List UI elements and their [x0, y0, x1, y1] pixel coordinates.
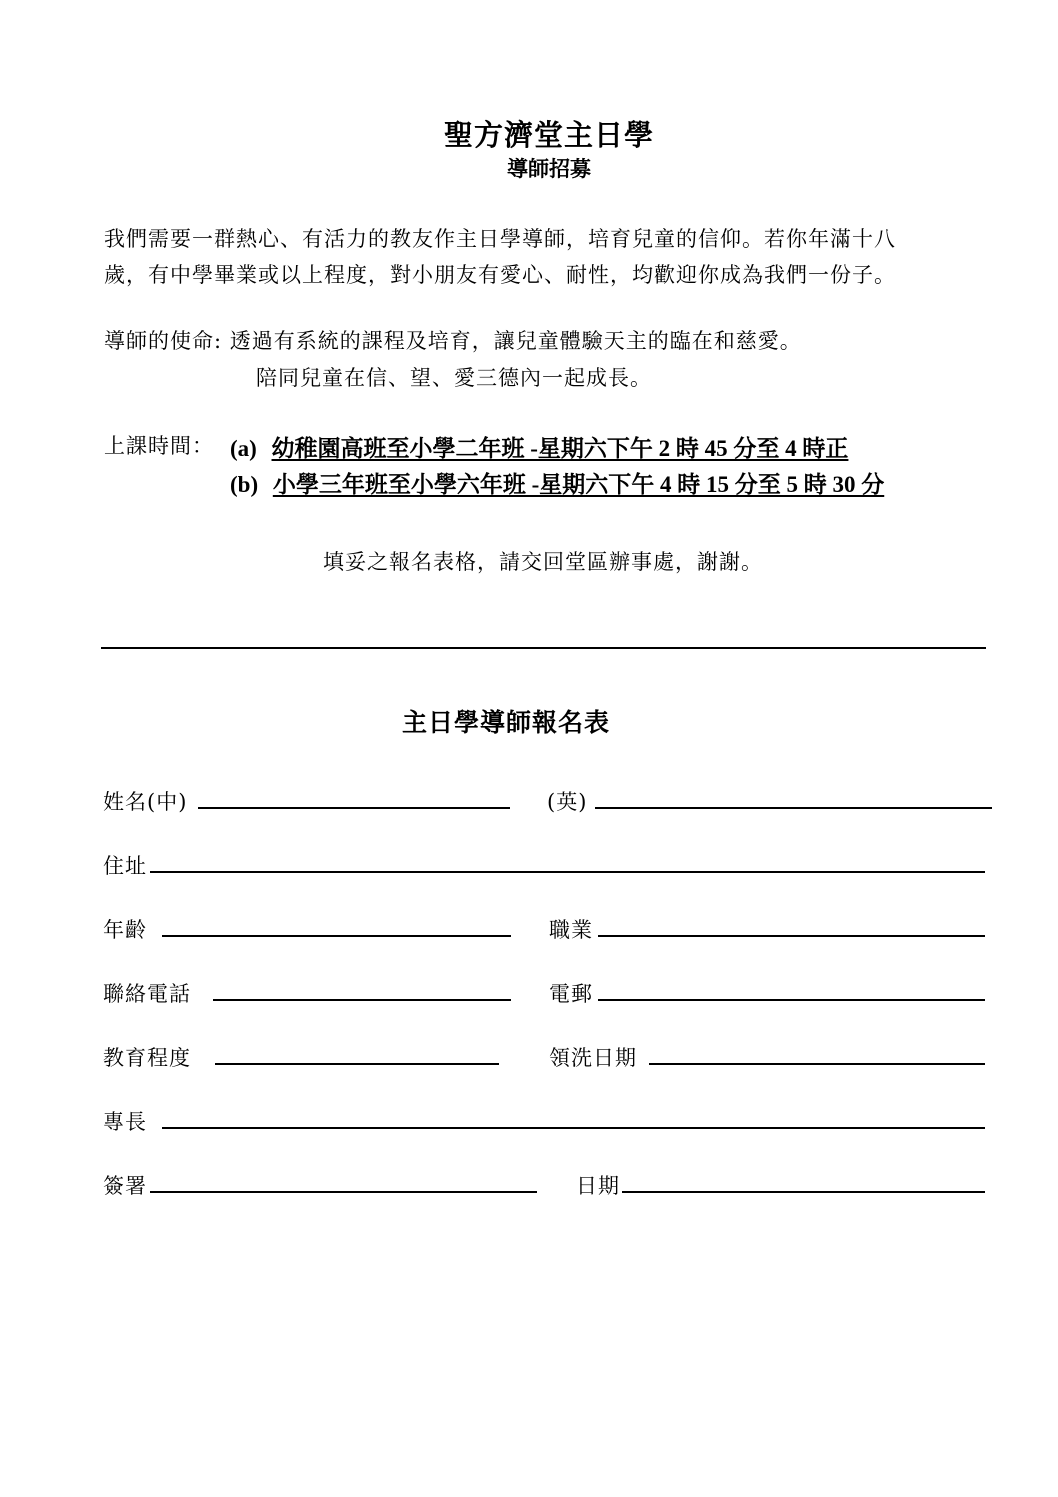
age-label: 年齡 [103, 918, 147, 942]
date-field[interactable] [622, 1191, 985, 1193]
date-label: 日期 [576, 1174, 620, 1198]
specialty-field[interactable] [162, 1127, 985, 1129]
signature-label: 簽署 [103, 1174, 147, 1198]
schedule-item-b [230, 466, 884, 499]
name-zh-label: 姓名(中) [103, 790, 188, 814]
name-zh-field[interactable] [198, 807, 510, 809]
age-field[interactable] [162, 935, 511, 937]
education-label: 教育程度 [103, 1046, 191, 1070]
mission-block [104, 325, 802, 355]
schedule-text-b: 小學三年班至小學六年班 -星期六下午 4 時 15 分至 5 時 30 分 [272, 472, 885, 497]
form-title: 主日學導師報名表 [401, 708, 610, 737]
address-field[interactable] [150, 871, 985, 873]
phone-field[interactable] [213, 999, 511, 1001]
mission-line-1: 透過有系統的課程及培育，讓兒童體驗天主的臨在和慈愛。 [229, 329, 802, 353]
page-title: 聖方濟堂主日學 [443, 118, 654, 152]
education-field[interactable] [215, 1063, 499, 1065]
address-label: 住址 [103, 854, 147, 878]
section-divider [101, 647, 986, 649]
schedule-item-a [230, 430, 848, 463]
signature-field[interactable] [150, 1191, 537, 1193]
schedule-label: 上課時間： [104, 434, 214, 458]
submission-note: 填妥之報名表格，請交回堂區辦事處，謝謝。 [323, 550, 763, 574]
name-en-label: (英) [547, 790, 588, 814]
schedule-marker-b: (b) [230, 472, 259, 497]
phone-label: 聯絡電話 [103, 982, 191, 1006]
mission-line-2: 陪同兒童在信、望、愛三德內一起成長。 [256, 366, 652, 390]
specialty-label: 專長 [103, 1110, 147, 1134]
baptism-date-field[interactable] [649, 1063, 985, 1065]
intro-line-2: 歲，有中學畢業或以上程度，對小朋友有愛心、耐性，均歡迎你成為我們一份子。 [104, 263, 896, 287]
occupation-label: 職業 [549, 918, 593, 942]
schedule-text-a: 幼稚園高班至小學二年班 -星期六下午 2 時 45 分至 4 時正 [271, 436, 849, 461]
intro-line-1: 我們需要一群熱心、有活力的教友作主日學導師，培育兒童的信仰。若你年滿十八 [104, 227, 896, 251]
occupation-field[interactable] [598, 935, 985, 937]
baptism-date-label: 領洗日期 [549, 1046, 637, 1070]
email-field[interactable] [598, 999, 985, 1001]
page-subtitle: 導師招募 [507, 156, 591, 181]
mission-label: 導師的使命: [104, 329, 223, 353]
name-en-field[interactable] [595, 807, 992, 809]
schedule-marker-a: (a) [230, 436, 257, 461]
email-label: 電郵 [549, 982, 593, 1006]
